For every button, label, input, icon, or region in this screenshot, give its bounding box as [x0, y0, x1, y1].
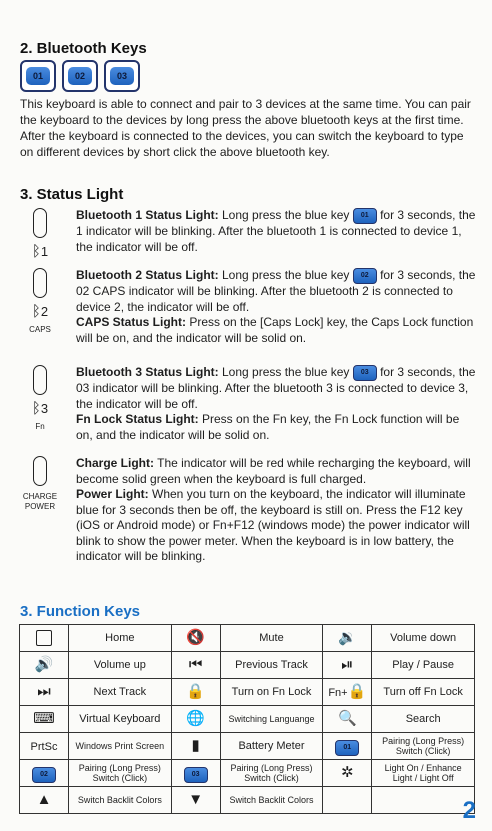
function-key-label: Switch Backlit Colors [220, 787, 323, 814]
bluetooth-key-2-label: 02 [68, 67, 92, 85]
function-key-label: Turn on Fn Lock [220, 679, 323, 706]
mute-icon: 🔇 [171, 625, 220, 652]
status-heading: 3. Status Light [20, 186, 124, 203]
function-key-label: Pairing (Long Press) Switch (Click) [69, 760, 172, 787]
fn-lock-icon: 🔒 [171, 679, 220, 706]
indicator-label: ᛒ2 [31, 303, 49, 320]
globe-icon: 🌐 [171, 706, 220, 733]
indicator-label: ᛒ1 [31, 243, 49, 260]
status-bt1-text: Bluetooth 1 Status Light: Long press the blue key 01 for 3 seconds, the 1 indicator will be blinking. After the bluetooth 1 is connected to device 1, the indicator will be off. [76, 208, 476, 254]
function-key-label: Battery Meter [220, 733, 323, 760]
function-key-label: Home [69, 625, 172, 652]
indicator-light-icon [33, 268, 47, 298]
function-key-row [20, 652, 475, 679]
bluetooth-key-2 [62, 60, 98, 92]
indicator-light-icon [33, 208, 47, 238]
bluetooth-key-1-label: 01 [26, 67, 50, 85]
battery-icon: ▮ [171, 733, 220, 760]
bluetooth-paragraph: This keyboard is able to connect and pair to 3 devices at the same time. You can pair the keyboard to the devices by long press the above bluetooth keys at the first time. After the keyboard is connected to the devices, you can switch the keyboard to type on different devices by short click the above bluetooth key. [20, 97, 471, 159]
play-pause-icon: ⏯ [323, 652, 372, 679]
fn-lock-icon: Fn [35, 422, 45, 431]
power-label: POWER [24, 502, 56, 511]
status-bt2-text: Bluetooth 2 Status Light: Long press the blue key 02 for 3 seconds, the 02 CAPS indicator will be blinking. After the bluetooth 2 is connected to device 2, the indicator will be off. CAPS Status Light: Press on the [Caps Lock] key, the Caps Lock function will be on, and the indicator will be solid on. [76, 268, 476, 345]
function-key-label: Turn off Fn Lock [372, 679, 475, 706]
indicator-light-icon [33, 365, 47, 395]
function-key-label [372, 787, 475, 814]
indicator-sub-label: CAPS [29, 325, 51, 334]
bt3-key-chip: 03 [353, 365, 377, 381]
bt1-key-chip: 01 [353, 208, 377, 224]
function-key-label: Search [372, 706, 475, 733]
bt2-key-chip: 02 [353, 268, 377, 284]
home-icon [20, 625, 69, 652]
function-key-label: Virtual Keyboard [69, 706, 172, 733]
charge-label: CHARGE [22, 492, 58, 501]
function-key-label: Mute [220, 625, 323, 652]
volume-down-icon: 🔉 [323, 625, 372, 652]
function-key-label: Windows Print Screen [69, 733, 172, 760]
indicator-bt3 [20, 365, 60, 432]
function-key-row [20, 706, 475, 733]
function-key-label: Volume down [372, 625, 475, 652]
function-key-label: Volume up [69, 652, 172, 679]
bluetooth-heading: 2. Bluetooth Keys [20, 40, 147, 57]
prtsc-icon: PrtSc [20, 733, 69, 760]
bluetooth-keys-row [20, 60, 140, 92]
function-key-label: Next Track [69, 679, 172, 706]
fn-plus-lock-icon: Fn+🔒 [323, 679, 372, 706]
previous-track-icon: ⏮ [171, 652, 220, 679]
indicator-charge [20, 456, 60, 512]
bt2-key-icon: 02 [20, 760, 69, 787]
function-key-row [20, 733, 475, 760]
bt1-key-icon: 01 [323, 733, 372, 760]
virtual-keyboard-icon: ⌨ [20, 706, 69, 733]
bt3-key-icon: 03 [171, 760, 220, 787]
next-track-icon: ⏭ [20, 679, 69, 706]
empty [323, 787, 372, 814]
search-icon: 🔍 [323, 706, 372, 733]
function-key-label: Light On / Enhance Light / Light Off [372, 760, 475, 787]
function-key-row [20, 679, 475, 706]
function-key-row [20, 760, 475, 787]
bluetooth-key-3 [104, 60, 140, 92]
backlight-down-icon: ▼ [171, 787, 220, 814]
status-charge-text: Charge Light: The indicator will be red while recharging the keyboard, will become solid green when the keyboard is full charged. Power Light: When you turn on the keyboard, the indicator will illuminate blue for 3 seconds then be off, the keyboard is still on. Press the F12 key (iOS or Android mode) or Fn+F12 (windows mode) the power indicator will blink to show the power meter. When the keyboard is in low battery, the indicator will be blinking. [76, 456, 471, 563]
function-key-row [20, 787, 475, 814]
function-key-label: Pairing (Long Press) Switch (Click) [372, 733, 475, 760]
indicator-bt2 [20, 268, 60, 335]
backlight-up-icon: ▲ [20, 787, 69, 814]
indicator-bt1 [20, 208, 60, 259]
indicator-label: ᛒ3 [31, 400, 49, 417]
status-bt3-text: Bluetooth 3 Status Light: Long press the blue key 03 for 3 seconds, the 03 indicator will be blinking. After the bluetooth 3 is connected to device 3, the indicator will be off. Fn Lock Status Light: Press on the Fn key, the Fn Lock function will be on, and the indicator will be solid on. [76, 365, 476, 442]
light-icon: ✲ [323, 760, 372, 787]
function-key-label: Play / Pause [372, 652, 475, 679]
volume-up-icon: 🔊 [20, 652, 69, 679]
function-key-label: Previous Track [220, 652, 323, 679]
bluetooth-key-1 [20, 60, 56, 92]
function-keys-table [19, 624, 475, 814]
page-number: 2 [462, 797, 476, 824]
function-key-label: Pairing (Long Press) Switch (Click) [220, 760, 323, 787]
function-key-label: Switch Backlit Colors [69, 787, 172, 814]
function-key-label: Switching Languange [220, 706, 323, 733]
function-key-row [20, 625, 475, 652]
function-keys-heading: 3. Function Keys [20, 603, 141, 620]
bluetooth-key-3-label: 03 [110, 67, 134, 85]
indicator-light-icon [33, 456, 47, 486]
